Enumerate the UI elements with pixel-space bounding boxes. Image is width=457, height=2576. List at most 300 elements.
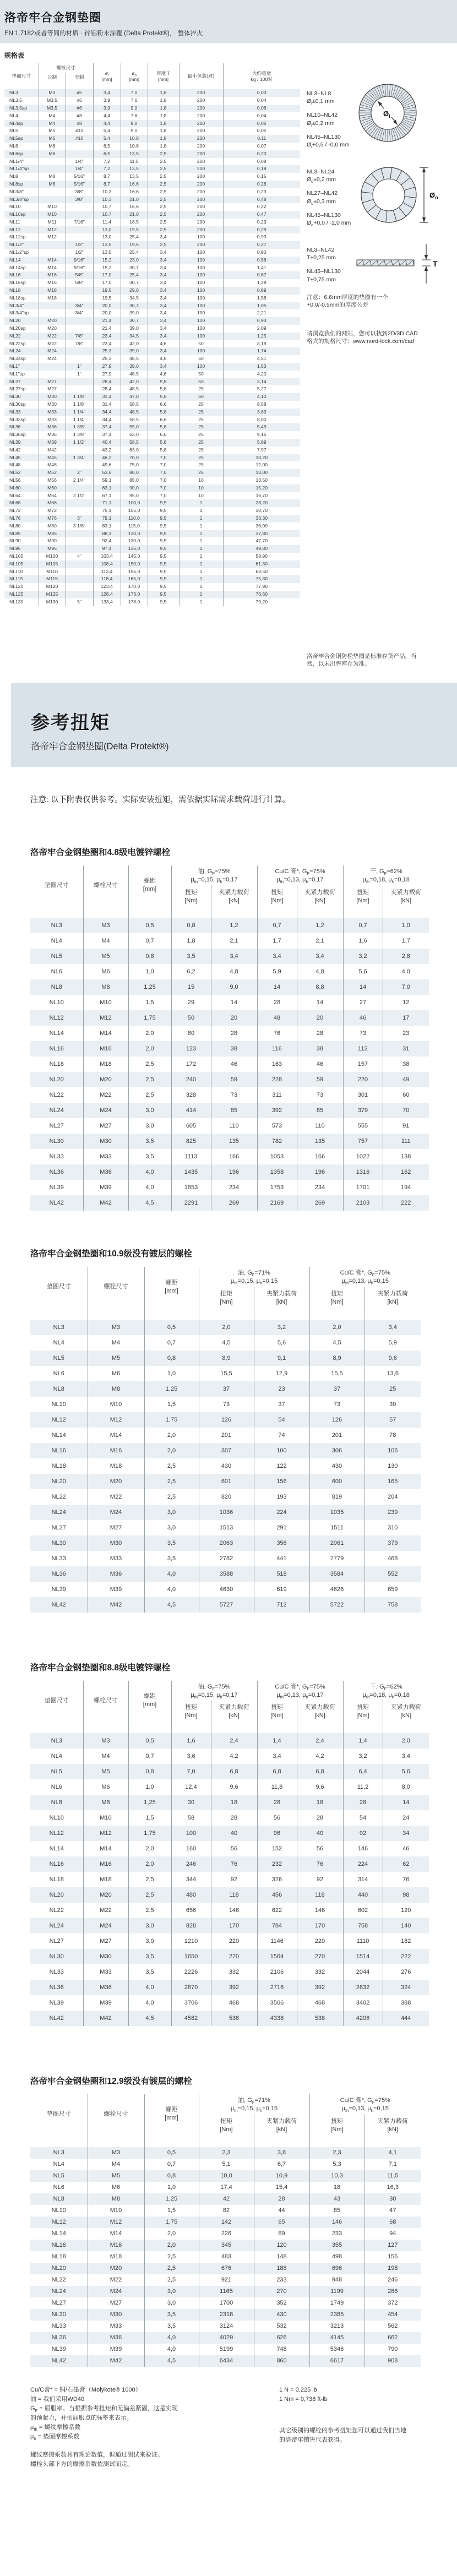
torque-cell: NL22 <box>49 1907 64 1914</box>
spec-row <box>4 401 300 409</box>
torque-cell: 49 <box>383 1072 429 1087</box>
spec-cell: NL1/4"sp <box>9 166 29 172</box>
spec-cell: 10,7 <box>93 211 121 219</box>
torque-cell: NL42 <box>51 1601 66 1608</box>
spec-cell: 0,48 <box>223 196 300 204</box>
torque-cell: 56 <box>297 1841 343 1856</box>
torque-col-torque: 扭矩 [Nm] <box>257 885 297 918</box>
spec-cell <box>39 309 66 317</box>
spec-cell: 50 <box>179 340 223 348</box>
torque-cell: 4,0 <box>128 1164 171 1180</box>
spec-row <box>4 439 300 446</box>
spec-row <box>4 233 300 241</box>
spec-cell: 5/8" <box>66 279 93 287</box>
torque-cell: NL18 <box>51 1462 66 1469</box>
torque-cell: 112 <box>343 1041 383 1056</box>
spec-cell: 16,6 <box>121 203 148 211</box>
spec-cell: 0,93 <box>223 317 300 325</box>
torque-cell: M33 <box>88 2321 144 2332</box>
spec-cell: 5,8 <box>148 446 179 454</box>
spec-cell: 105,0 <box>121 507 148 515</box>
unit-conversion: 1 N = 0,225 lb 1 Nm = 0,738 ft-lb <box>279 2386 328 2403</box>
spec-row <box>4 553 300 560</box>
spec-cell: 9,5 <box>148 522 179 530</box>
spec-cell <box>39 158 66 166</box>
spec-cell: 100,0 <box>121 499 148 507</box>
spec-cell: M30 <box>39 393 66 401</box>
torque-cell: NL39 <box>49 1184 64 1191</box>
torque-cell: 30 <box>364 2193 421 2205</box>
torque-cell: NL30 <box>49 1953 64 1960</box>
torque-cell: 1853 <box>171 1180 211 1195</box>
torque-row <box>30 1995 429 2011</box>
torque-cell: 4582 <box>171 2011 211 2026</box>
spec-cell: NL52 <box>9 470 21 476</box>
spec-cell: M12 <box>39 226 66 234</box>
torque-cell: 198 <box>364 2263 421 2274</box>
spec-cell: NL85 <box>9 530 21 536</box>
torque-row <box>30 995 429 1010</box>
svg-text:T: T <box>433 259 438 268</box>
spec-cell: 9,5 <box>148 598 179 606</box>
torque-cell: 15,4 <box>254 2182 309 2193</box>
torque-cell: 92 <box>297 1872 343 1887</box>
torque-cell: 165 <box>364 1474 421 1489</box>
spec-col-thickness: 厚度 T [mm] <box>148 63 179 89</box>
torque-cell: M5 <box>83 1764 128 1779</box>
torque-cell: 4,0 <box>144 2344 199 2355</box>
torque-cell: NL39 <box>51 2346 66 2352</box>
spec-cell: NL20 <box>9 318 21 324</box>
torque-cell: M8 <box>88 2193 144 2205</box>
torque-col-washer: 垫圈尺寸 <box>46 2110 71 2117</box>
torque-cell: 1753 <box>257 1180 297 1195</box>
torque-cell: 28 <box>297 1026 343 1041</box>
spec-cell: 80,0 <box>121 469 148 477</box>
torque-cell: 234 <box>211 1180 257 1195</box>
torque-cell: 2,0 <box>128 1041 171 1056</box>
spec-col-weight: 大约重量 kg / 100对 <box>223 63 300 89</box>
torque-cell: 659 <box>364 1582 421 1597</box>
spec-cell: 100 <box>179 317 223 325</box>
tolerance-label: NL45–NL130 $Ø_i+0,5 / -0,0$ mm <box>307 133 350 149</box>
spec-cell: NL5sp <box>9 135 23 141</box>
torque-cell: 352 <box>254 2297 309 2309</box>
torque-cell: 148 <box>254 2251 309 2263</box>
torque-cell: 54 <box>343 1810 383 1826</box>
torque-col-clamp: 夹紧力载荷 [kN] <box>254 2114 309 2147</box>
spec-cell <box>39 249 66 257</box>
spec-cell: M60 <box>39 484 66 492</box>
spec-cell: 13,0 <box>93 233 121 241</box>
torque-cell: 456 <box>257 1887 297 1903</box>
torque-cell: 14 <box>383 1795 429 1810</box>
torque-cell: 562 <box>364 2321 421 2332</box>
spec-cell: 4" <box>66 553 93 560</box>
torque-cell: 14 <box>211 995 257 1010</box>
condition-header: Cu/C 膏*, $G_F=75\%$ $\mu_{th}=0,13$, $\mu_h=0,17$ <box>257 1681 343 1701</box>
torque-cell: 1358 <box>257 1164 297 1180</box>
torque-row <box>30 1149 429 1164</box>
spec-cell: 5" <box>66 598 93 606</box>
torque-cell: 31 <box>383 1041 429 1056</box>
spec-cell: 1,28 <box>223 279 300 287</box>
torque-row <box>30 2205 421 2216</box>
torque-cell: 3,2 <box>343 1749 383 1764</box>
torque-cell: 345 <box>199 2240 254 2251</box>
spec-cell: M105 <box>39 560 66 568</box>
spec-cell: 71,1 <box>93 499 121 507</box>
torque-cell: 92 <box>343 1826 383 1841</box>
spec-cell: NL8 <box>9 173 18 179</box>
spec-row <box>4 257 300 264</box>
torque-cell: 3,5 <box>128 1149 171 1164</box>
torque-cell: 332 <box>211 1964 257 1980</box>
torque-cell: M4 <box>88 1335 144 1350</box>
torque-cell: NL20 <box>51 1478 66 1485</box>
torque-cell: 291 <box>254 1520 309 1535</box>
torque-cell: 1,25 <box>144 2193 199 2205</box>
spec-cell <box>66 568 93 576</box>
torque-cell: M27 <box>83 1118 128 1134</box>
spec-cell: 63,0 <box>121 446 148 454</box>
torque-row <box>30 1010 429 1026</box>
spec-cell: 5,4 <box>93 135 121 143</box>
spec-cell: 39,0 <box>121 363 148 371</box>
tolerance-label: NL45–NL130 $Ø_o+0,0 / -2,0$ mm <box>307 211 351 227</box>
torque-note: 注意: 以下附表仅供参考。实际安装扭矩，需依据实际需求载荷进行计算。 <box>30 796 291 804</box>
torque-cell: 182 <box>383 1934 429 1949</box>
spec-cell: 12,00 <box>223 461 300 469</box>
torque-cell: 85 <box>297 1103 343 1118</box>
torque-cell: 326 <box>257 1872 297 1887</box>
torque-row <box>30 1903 429 1918</box>
torque-cell: 820 <box>199 1489 254 1505</box>
torque-cell: M3 <box>88 1320 144 1335</box>
spec-row <box>4 89 300 97</box>
torque-cell: 1564 <box>257 1949 297 1964</box>
torque-row <box>30 2297 421 2309</box>
spec-row <box>4 409 300 416</box>
torque-cell: 0,5 <box>144 2147 199 2159</box>
torque-row <box>30 1195 429 1211</box>
spec-cell: M52 <box>39 469 66 477</box>
torque-cell: 224 <box>254 1505 309 1520</box>
torque-cell: 1,0 <box>144 1366 199 1381</box>
spec-cell: NL14sp <box>9 264 26 270</box>
torque-cell: M36 <box>83 1980 128 1995</box>
torque-cell: 3,8 <box>254 2147 309 2159</box>
cad-url-link[interactable]: www.nord-lock.com/cad <box>353 338 414 345</box>
torque-cell: 3,5 <box>144 2321 199 2332</box>
spec-cell: 3,4 <box>148 287 179 295</box>
spec-row <box>4 454 300 462</box>
spec-cell <box>66 583 93 591</box>
spec-cell: 1 3/8" <box>66 431 93 439</box>
torque-cell: 1,75 <box>128 1010 171 1026</box>
torque-cell: 430 <box>199 1458 254 1474</box>
spec-cell: 1,74 <box>223 347 300 355</box>
torque-cell: 246 <box>364 2274 421 2286</box>
torque-cell: NL42 <box>49 1200 64 1207</box>
torque-cell: 135 <box>297 1134 343 1149</box>
torque-cell: 696 <box>309 2263 364 2274</box>
spec-row <box>4 287 300 295</box>
torque-row <box>30 1335 421 1350</box>
spec-cell: M27 <box>39 378 66 386</box>
torque-cell: 1435 <box>171 1164 211 1180</box>
torque-cell: 14 <box>343 979 383 995</box>
torque-cell: 355 <box>309 2240 364 2251</box>
spec-cell: 30,7 <box>121 264 148 272</box>
torque-cell: NL33 <box>49 1153 64 1161</box>
spec-cell: M45 <box>39 454 66 462</box>
spec-cell: NL33sp <box>9 416 26 422</box>
svg-text:Øo: $Ø_o$ <box>429 191 438 200</box>
torque-cell: M4 <box>83 1749 128 1764</box>
torque-cell: 441 <box>254 1551 309 1566</box>
torque-cell: M14 <box>88 2228 144 2240</box>
torque-cell: 28 <box>257 1795 297 1810</box>
cad-note <box>307 330 457 345</box>
torque-cell: 2,0 <box>128 1841 171 1856</box>
spec-cell: 11,5 <box>121 158 148 166</box>
torque-cell: 46 <box>297 1056 343 1072</box>
torque-cell: 3,5 <box>144 1535 199 1551</box>
spec-col-imperial: 美制 <box>66 73 93 89</box>
spec-cell: NL68 <box>9 500 21 506</box>
torque-cell: 28 <box>257 995 297 1010</box>
spec-cell: 1 <box>179 598 223 606</box>
torque-cell: 246 <box>171 1856 211 1872</box>
condition-header: 油, $G_F=75\%$ $\mu_{th}=0,15$, $\mu_h=0,17$ <box>171 1681 257 1701</box>
condition-header: 油, $G_F=71\%$ $\mu_{th}=0,15$, $\mu_h=0,15$ <box>199 1267 309 1287</box>
spec-cell: M3,5 <box>39 105 66 112</box>
torque-cell: NL12 <box>51 1416 66 1423</box>
torque-cell: 4,8 <box>211 964 257 979</box>
torque-cell: 5199 <box>199 2344 254 2355</box>
torque-row <box>30 1118 429 1134</box>
spec-cell: 145,0 <box>121 553 148 560</box>
spec-cell: 3,14 <box>223 378 300 386</box>
spec-cell: 3/4" <box>66 302 93 310</box>
spec-cell: 92,4 <box>93 537 121 545</box>
spec-cell: 8,58 <box>223 401 300 409</box>
spec-cell: 6,6 <box>148 401 179 409</box>
spec-cell <box>66 499 93 507</box>
spec-cell: 1,8 <box>148 127 179 135</box>
spec-cell: 7,0 <box>121 89 148 97</box>
torque-cell: 47 <box>364 2205 421 2216</box>
torque-cell: 43 <box>309 2193 364 2205</box>
footer-other-grades-note: 其它级别的螺栓的参考扭矩您可以通过我们当地 的洛帝牢销售代表获得。 <box>279 2427 406 2443</box>
torque-cell: 2,5 <box>144 2274 199 2286</box>
torque-cell: 194 <box>383 1180 429 1195</box>
condition-header: 干, $G_F=62\%$ $\mu_{th}=0,18$, $\mu_h=0,18$ <box>343 1681 429 1701</box>
torque-cell: M10 <box>83 995 128 1010</box>
torque-cell: 2,5 <box>128 1087 171 1103</box>
torque-cell: 552 <box>364 1566 421 1582</box>
spec-row <box>4 469 300 477</box>
spec-cell: 83,1 <box>93 522 121 530</box>
torque-cell: 2,1 <box>297 933 343 949</box>
torque-cell: 62 <box>383 1856 429 1872</box>
page-title: 洛帝牢合金钢垫圈 <box>4 12 101 24</box>
spec-cell: 28,4 <box>93 378 121 386</box>
spec-cell: 9,5 <box>148 530 179 538</box>
torque-cell: 193 <box>254 1489 309 1505</box>
torque-row <box>30 2344 421 2355</box>
torque-cell: 28 <box>211 1810 257 1826</box>
spec-cell <box>66 530 93 538</box>
torque-cell: 1,0 <box>128 964 171 979</box>
spec-cell: 1,25 <box>223 333 300 340</box>
spec-row <box>4 560 300 568</box>
torque-row <box>30 2274 421 2286</box>
torque-cell: 4145 <box>309 2332 364 2344</box>
torque-cell: 3,2 <box>254 1320 309 1335</box>
spec-cell: 10,20 <box>223 454 300 462</box>
spec-cell: 5,27 <box>223 385 300 393</box>
spec-cell: 0,29 <box>223 226 300 234</box>
torque-cell: NL18 <box>49 1876 64 1883</box>
spec-cell: 0,04 <box>223 112 300 120</box>
torque-cell: 622 <box>257 1903 297 1918</box>
torque-cell: 656 <box>171 1903 211 1918</box>
spec-cell: 19,5 <box>93 287 121 295</box>
spec-cell: NL4 <box>9 112 18 118</box>
torque-section-4-8 <box>30 846 457 1211</box>
spec-cell: 19,5 <box>121 241 148 249</box>
spec-cell: NL64 <box>9 492 21 498</box>
torque-cell: 4,1 <box>364 2147 421 2159</box>
torque-cell: NL27 <box>51 2300 66 2306</box>
spec-cell: 1 <box>179 499 223 507</box>
spec-table <box>4 63 300 606</box>
torque-cell: 0,7 <box>128 1749 171 1764</box>
torque-cell: 7,0 <box>383 979 429 995</box>
torque-table-title: 洛帝牢合金钢垫圈和12.9级没有镀层的螺栓 <box>30 2077 192 2087</box>
spec-cell: 1 <box>179 537 223 545</box>
spec-cell: 1,8 <box>148 97 179 105</box>
spec-cell <box>66 203 93 211</box>
spec-cell: NL72 <box>9 508 21 514</box>
spec-cell: 11,4 <box>93 219 121 226</box>
spec-cell: 29,0 <box>121 287 148 295</box>
spec-cell: NL4sp <box>9 120 23 126</box>
torque-cell: 122 <box>254 1458 309 1474</box>
torque-cell: M3 <box>88 2147 144 2159</box>
torque-cell: NL4 <box>53 1339 64 1346</box>
torque-cell: 3,0 <box>128 1918 171 1934</box>
spec-row <box>4 545 300 553</box>
torque-cell: 2,5 <box>128 1887 171 1903</box>
spec-cell: 50 <box>179 355 223 363</box>
spec-cell: 5,8 <box>148 393 179 401</box>
torque-cell: M5 <box>88 2170 144 2182</box>
spec-row <box>4 181 300 188</box>
spec-cell <box>39 363 66 371</box>
torque-cell: NL10 <box>51 2207 66 2214</box>
inner-diameter-tolerances <box>307 90 356 155</box>
torque-cell: 46 <box>211 1056 257 1072</box>
torque-cell: 146 <box>309 2216 364 2228</box>
spec-cell: 7,0 <box>148 469 179 477</box>
spec-cell: NL10 <box>9 204 21 210</box>
spec-cell: 1,58 <box>223 295 300 302</box>
spec-cell: 28,20 <box>223 499 300 507</box>
spec-cell: NL11 <box>9 219 20 225</box>
torque-row <box>30 1180 429 1195</box>
torque-cell: 782 <box>257 1134 297 1149</box>
spec-cell: 16,6 <box>121 188 148 196</box>
spec-cell: 25 <box>179 409 223 416</box>
spec-cell: 0,29 <box>223 219 300 226</box>
torque-cell: 146 <box>211 1903 257 1918</box>
torque-cell: 106 <box>364 1443 421 1458</box>
torque-cell: NL12 <box>49 1015 64 1022</box>
torque-cell: 1,25 <box>128 1795 171 1810</box>
torque-row <box>30 1810 429 1826</box>
torque-cell: 24 <box>383 1810 429 1826</box>
spec-cell: 8,7 <box>93 173 121 181</box>
torque-cell: 2,1 <box>211 933 257 949</box>
torque-cell: 14 <box>297 995 343 1010</box>
torque-cell: 2169 <box>257 1195 297 1211</box>
spec-cell: 63,1 <box>93 484 121 492</box>
torque-row <box>30 2216 421 2228</box>
torque-cell: 17,4 <box>199 2182 254 2193</box>
spec-cell: NL10sp <box>9 211 26 217</box>
torque-cell: M12 <box>83 1010 128 1026</box>
spec-cell: 37,4 <box>93 431 121 439</box>
spec-cell: 25,4 <box>121 233 148 241</box>
spec-cell: NL18sp <box>9 295 26 301</box>
torque-cell: NL39 <box>49 2000 64 2007</box>
spec-cell: 200 <box>179 211 223 219</box>
torque-cell: 110 <box>211 1118 257 1134</box>
spec-cell: 2,5 <box>148 196 179 204</box>
spec-cell: 13,5 <box>121 165 148 173</box>
spec-row <box>4 537 300 545</box>
torque-cell: 306 <box>309 1443 364 1458</box>
torque-cell: M3 <box>83 918 128 933</box>
spec-cell: 30,7 <box>121 302 148 310</box>
torque-cell: 1036 <box>199 1505 254 1520</box>
torque-cell: 116 <box>257 1041 297 1056</box>
torque-cell: 1,25 <box>128 979 171 995</box>
spec-row <box>4 340 300 348</box>
torque-cell: 233 <box>309 2228 364 2240</box>
torque-cell: 948 <box>309 2274 364 2286</box>
spec-cell: 25 <box>179 401 223 409</box>
torque-banner <box>11 683 457 767</box>
torque-cell: 2632 <box>343 1980 383 1995</box>
spec-cell: 2 1/2" <box>66 492 93 500</box>
spec-cell: 88,1 <box>93 530 121 538</box>
torque-cell: 4029 <box>199 2332 254 2344</box>
spec-cell: 100 <box>179 249 223 257</box>
spec-cell: M5 <box>39 135 66 143</box>
spec-cell: 1,8 <box>148 120 179 128</box>
torque-cell: 3,6 <box>171 1749 211 1764</box>
spec-cell: M80 <box>39 522 66 530</box>
spec-cell <box>66 575 93 583</box>
torque-cell: 3,0 <box>144 2297 199 2309</box>
spec-cell: 13,50 <box>223 477 300 484</box>
torque-cell: 224 <box>343 1856 383 1872</box>
spec-cell: 200 <box>179 241 223 249</box>
